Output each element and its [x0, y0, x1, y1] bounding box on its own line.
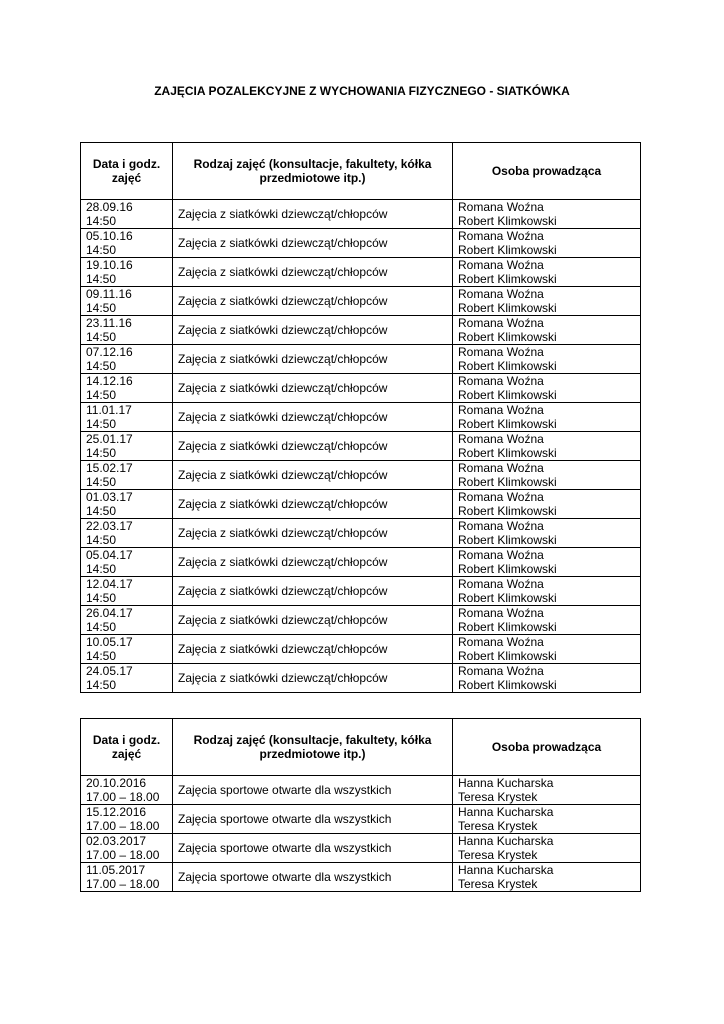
instructor-name: Robert Klimkowski [458, 504, 557, 518]
date-cell [81, 432, 173, 461]
date-cell [81, 834, 173, 863]
date-value: 02.03.2017 [86, 834, 147, 848]
instructor-cell [453, 635, 641, 664]
activity-type-cell: Zajęcia z siatkówki dziewcząt/chłopców [173, 316, 453, 345]
instructor-name: Romana Woźna [458, 316, 544, 330]
instructor-name: Hanna Kucharska [458, 805, 554, 819]
time-value: 14:50 [86, 330, 117, 344]
instructor-cell [453, 200, 641, 229]
table-row [81, 287, 641, 316]
instructor-name: Robert Klimkowski [458, 330, 557, 344]
table-row [81, 577, 641, 606]
instructor-name: Romana Woźna [458, 345, 544, 359]
instructor-name: Romana Woźna [458, 548, 544, 562]
date-cell [81, 258, 173, 287]
instructor-name: Hanna Kucharska [458, 834, 554, 848]
date-value: 19.10.16 [86, 258, 133, 272]
table-row [81, 519, 641, 548]
volleyball-schedule-table [80, 142, 641, 693]
date-value: 14.12.16 [86, 374, 133, 388]
date-value: 09.11.16 [86, 287, 132, 301]
instructor-cell [453, 834, 641, 863]
date-cell [81, 519, 173, 548]
instructor-cell [453, 229, 641, 258]
date-value: 23.11.16 [86, 316, 132, 330]
instructor-cell [453, 490, 641, 519]
time-value: 14:50 [86, 504, 117, 518]
time-value: 14:50 [86, 214, 117, 228]
date-cell [81, 229, 173, 258]
date-value: 28.09.16 [86, 200, 133, 214]
time-value: 14:50 [86, 359, 117, 373]
instructor-cell [453, 577, 641, 606]
instructor-name: Romana Woźna [458, 229, 544, 243]
instructor-cell [453, 461, 641, 490]
table-row [81, 316, 641, 345]
instructor-name: Robert Klimkowski [458, 359, 557, 373]
time-value: 14:50 [86, 562, 117, 576]
instructor-name: Romana Woźna [458, 490, 544, 504]
instructor-cell [453, 548, 641, 577]
time-value: 14:50 [86, 446, 117, 460]
instructor-name: Robert Klimkowski [458, 446, 557, 460]
instructor-name: Robert Klimkowski [458, 301, 557, 315]
activity-type-cell: Zajęcia z siatkówki dziewcząt/chłopców [173, 345, 453, 374]
date-value: 12.04.17 [86, 577, 133, 591]
table-row [81, 432, 641, 461]
time-value: 17.00 – 18.00 [86, 819, 160, 833]
instructor-name: Robert Klimkowski [458, 475, 557, 489]
time-value: 14:50 [86, 678, 117, 692]
table-row [81, 834, 641, 863]
table-row [81, 345, 641, 374]
table-row [81, 664, 641, 693]
instructor-cell [453, 345, 641, 374]
instructor-name: Romana Woźna [458, 664, 544, 678]
instructor-name: Romana Woźna [458, 403, 544, 417]
header-date: Data i godz. zajęć [81, 143, 173, 200]
header-instructor: Osoba prowadząca [453, 143, 641, 200]
instructor-name: Robert Klimkowski [458, 649, 557, 663]
instructor-cell [453, 863, 641, 892]
activity-type-cell: Zajęcia sportowe otwarte dla wszystkich [173, 776, 453, 805]
date-value: 01.03.17 [86, 490, 133, 504]
activity-type-cell: Zajęcia z siatkówki dziewcząt/chłopców [173, 374, 453, 403]
date-cell [81, 345, 173, 374]
time-value: 14:50 [86, 620, 117, 634]
instructor-cell [453, 805, 641, 834]
time-value: 14:50 [86, 591, 117, 605]
instructor-cell [453, 316, 641, 345]
time-value: 14:50 [86, 272, 117, 286]
table-header-row [81, 143, 641, 200]
date-cell [81, 374, 173, 403]
header-date: Data i godz. zajęć [81, 719, 173, 776]
activity-type-cell: Zajęcia z siatkówki dziewcząt/chłopców [173, 519, 453, 548]
activity-type-cell: Zajęcia sportowe otwarte dla wszystkich [173, 834, 453, 863]
date-value: 10.05.17 [86, 635, 133, 649]
table-row [81, 490, 641, 519]
date-cell [81, 863, 173, 892]
date-value: 20.10.2016 [86, 776, 147, 790]
date-value: 22.03.17 [86, 519, 133, 533]
instructor-name: Teresa Krystek [458, 877, 538, 891]
instructor-name: Robert Klimkowski [458, 272, 557, 286]
table-row [81, 606, 641, 635]
date-cell [81, 664, 173, 693]
date-value: 15.02.17 [86, 461, 133, 475]
instructor-name: Hanna Kucharska [458, 863, 554, 877]
instructor-name: Robert Klimkowski [458, 562, 557, 576]
header-activity-type: Rodzaj zajęć (konsultacje, fakultety, kółka przedmiotowe itp.) [173, 719, 453, 776]
table-row [81, 200, 641, 229]
open-sports-schedule-table [80, 718, 641, 892]
instructor-cell [453, 258, 641, 287]
instructor-cell [453, 287, 641, 316]
instructor-name: Teresa Krystek [458, 819, 538, 833]
table-row [81, 229, 641, 258]
instructor-name: Romana Woźna [458, 258, 544, 272]
date-value: 25.01.17 [86, 432, 133, 446]
instructor-name: Romana Woźna [458, 606, 544, 620]
instructor-name: Teresa Krystek [458, 848, 538, 862]
instructor-cell [453, 606, 641, 635]
instructor-cell [453, 776, 641, 805]
activity-type-cell: Zajęcia z siatkówki dziewcząt/chłopców [173, 577, 453, 606]
date-cell [81, 606, 173, 635]
time-value: 14:50 [86, 301, 117, 315]
date-value: 05.10.16 [86, 229, 133, 243]
date-value: 07.12.16 [86, 345, 133, 359]
instructor-name: Robert Klimkowski [458, 417, 557, 431]
date-cell [81, 316, 173, 345]
activity-type-cell: Zajęcia sportowe otwarte dla wszystkich [173, 863, 453, 892]
time-value: 14:50 [86, 475, 117, 489]
date-value: 26.04.17 [86, 606, 133, 620]
header-activity-type: Rodzaj zajęć (konsultacje, fakultety, kółka przedmiotowe itp.) [173, 143, 453, 200]
time-value: 17.00 – 18.00 [86, 848, 160, 862]
activity-type-cell: Zajęcia z siatkówki dziewcząt/chłopców [173, 548, 453, 577]
header-instructor: Osoba prowadząca [453, 719, 641, 776]
date-cell [81, 548, 173, 577]
activity-type-cell: Zajęcia z siatkówki dziewcząt/chłopców [173, 403, 453, 432]
table-row [81, 258, 641, 287]
instructor-name: Romana Woźna [458, 461, 544, 475]
activity-type-cell: Zajęcia z siatkówki dziewcząt/chłopców [173, 229, 453, 258]
instructor-name: Romana Woźna [458, 200, 544, 214]
activity-type-cell: Zajęcia z siatkówki dziewcząt/chłopców [173, 490, 453, 519]
date-cell [81, 461, 173, 490]
activity-type-cell: Zajęcia z siatkówki dziewcząt/chłopców [173, 461, 453, 490]
time-value: 14:50 [86, 388, 117, 402]
activity-type-cell: Zajęcia z siatkówki dziewcząt/chłopców [173, 635, 453, 664]
instructor-name: Robert Klimkowski [458, 620, 557, 634]
activity-type-cell: Zajęcia z siatkówki dziewcząt/chłopców [173, 432, 453, 461]
date-cell [81, 635, 173, 664]
instructor-name: Robert Klimkowski [458, 214, 557, 228]
time-value: 17.00 – 18.00 [86, 877, 160, 891]
instructor-cell [453, 403, 641, 432]
date-value: 15.12.2016 [86, 805, 147, 819]
instructor-name: Robert Klimkowski [458, 243, 557, 257]
instructor-name: Romana Woźna [458, 374, 544, 388]
instructor-name: Robert Klimkowski [458, 388, 557, 402]
table-row [81, 635, 641, 664]
table-header-row [81, 719, 641, 776]
instructor-name: Romana Woźna [458, 287, 544, 301]
table-row [81, 805, 641, 834]
time-value: 14:50 [86, 533, 117, 547]
date-value: 05.04.17 [86, 548, 133, 562]
activity-type-cell: Zajęcia sportowe otwarte dla wszystkich [173, 805, 453, 834]
instructor-name: Romana Woźna [458, 577, 544, 591]
activity-type-cell: Zajęcia z siatkówki dziewcząt/chłopców [173, 258, 453, 287]
activity-type-cell: Zajęcia z siatkówki dziewcząt/chłopców [173, 606, 453, 635]
table-row [81, 374, 641, 403]
date-cell [81, 805, 173, 834]
instructor-name: Robert Klimkowski [458, 591, 557, 605]
date-value: 24.05.17 [86, 664, 133, 678]
date-value: 11.05.2017 [86, 863, 146, 877]
time-value: 14:50 [86, 243, 117, 257]
table-row [81, 863, 641, 892]
time-value: 14:50 [86, 649, 117, 663]
date-cell [81, 403, 173, 432]
instructor-cell [453, 432, 641, 461]
table-row [81, 461, 641, 490]
instructor-cell [453, 374, 641, 403]
time-value: 14:50 [86, 417, 117, 431]
time-value: 17.00 – 18.00 [86, 790, 160, 804]
activity-type-cell: Zajęcia z siatkówki dziewcząt/chłopców [173, 664, 453, 693]
table-row [81, 548, 641, 577]
activity-type-cell: Zajęcia z siatkówki dziewcząt/chłopców [173, 200, 453, 229]
instructor-name: Teresa Krystek [458, 790, 538, 804]
date-cell [81, 200, 173, 229]
instructor-cell [453, 664, 641, 693]
table-row [81, 403, 641, 432]
instructor-name: Hanna Kucharska [458, 776, 554, 790]
document-title: ZAJĘCIA POZALEKCYJNE Z WYCHOWANIA FIZYCZNEGO - SIATKÓWKA [154, 84, 570, 98]
instructor-name: Romana Woźna [458, 635, 544, 649]
instructor-name: Robert Klimkowski [458, 678, 557, 692]
date-cell [81, 287, 173, 316]
instructor-name: Romana Woźna [458, 432, 544, 446]
instructor-name: Romana Woźna [458, 519, 544, 533]
date-value: 11.01.17 [86, 403, 132, 417]
table-row [81, 776, 641, 805]
activity-type-cell: Zajęcia z siatkówki dziewcząt/chłopców [173, 287, 453, 316]
date-cell [81, 776, 173, 805]
date-cell [81, 490, 173, 519]
instructor-cell [453, 519, 641, 548]
instructor-name: Robert Klimkowski [458, 533, 557, 547]
date-cell [81, 577, 173, 606]
